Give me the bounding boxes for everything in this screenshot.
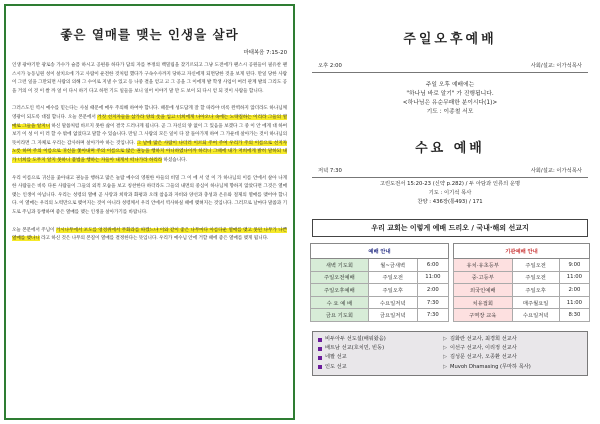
mission-row (318, 363, 582, 372)
sermon-text-segment: 우리 이름으로 귀신을 좇아내고 권능을 행하고 많은 놀랍 예수의 영원한 아들의 비밀 그 이 에 서 얻 이 가 하나님의 이름 안에서 살아 나게 한 사람들은 비록 다른 사람들이 그들의 외적 모습을 보고 칭찬한다 하더라도 그들의 내면의 중심이 하나님께 향하지 않았다면 그것은 열매 맺는 인생이 아닙니다. 우리는 성령의 열매 곧 사랑과 희락과 화평과 오래 참음과 자비와 양선과 충성과 온유와 절제의 열매를 맺어야 합니다. 이 열매는 우리의 노력만으로 맺어지는 것이 아니라 성령께서 우리 안에서 역사하실 때에 맺혀지는 것입니다. 그러므로 날마다 말씀과 기도로 주님과 동행하며 좋은 열매를 맺는 인생을 살아가기를 바랍니다. (12, 175, 287, 215)
wednesday-line: 고린도전서 15:20-23 (신약 p.282) / 두 아담과 인류의 운명 (379, 181, 521, 187)
afternoon-service-title: 주일오후예배 (403, 32, 497, 47)
table-row (311, 309, 449, 322)
sermon-paragraph (12, 175, 287, 218)
sermon-text-segment: 라고 하신 것은 나무의 본질이 열매를 결정한다는 뜻입니다. 우리가 예수님 안에 거할 때에 좋은 열매를 맺게 됩니다. (39, 236, 269, 242)
service-name-cell: 중·고등부 (453, 271, 512, 284)
service-day-cell: 주일오전 (368, 271, 417, 284)
afternoon-line: 기도 : 이종철 서모 (426, 109, 474, 115)
service-time-cell: 11:00 (417, 271, 448, 284)
sermon-text-segment: 그러스도인 역시 예수를 믿는다는 사실 때문에 매우 주의해 하여야 합니다. 때문에 성도답게 잘 할 따라야 비록 완벽하지 않더라도 하나님께 영광이 되도록 대접 합니다. 오늘 본문에서 (12, 106, 287, 120)
mission-name: 비두아두 선도설(배워왔음) (325, 335, 386, 342)
bullet-icon (318, 347, 322, 351)
table-row (311, 259, 449, 272)
afternoon-leader: 사회/설교: 이가석목사 (530, 63, 582, 69)
divider (312, 177, 588, 178)
service-time-cell: 9:00 (559, 259, 589, 272)
service-day-cell: 수요일저녁 (512, 309, 559, 322)
table-row (311, 284, 449, 297)
service-name-cell: 유치·유초등부 (453, 259, 512, 272)
table-row (453, 259, 589, 272)
service-day-cell: 월~금새벽 (368, 259, 417, 272)
service-name-cell: 주일오전예배 (311, 271, 369, 284)
bullet-icon (318, 338, 322, 342)
wednesday-line: 찬양 : 436장(통493) / 171 (417, 199, 483, 205)
worship-banner: 우리 교회는 이렇게 예배 드리오 / 국내·해외 선교지 (312, 219, 588, 237)
table-row (453, 309, 589, 322)
sermon-title: 좋은 열매를 맺는 인생을 살라 (60, 27, 239, 42)
mission-name: 네팔 선교 (325, 354, 347, 361)
mission-row (318, 353, 582, 362)
services-panel (304, 4, 596, 420)
sermon-text (12, 62, 287, 244)
sermon-panel (4, 4, 295, 420)
service-name-cell: 새벽 기도회 (311, 259, 369, 272)
service-name-cell: 외국인예배 (453, 284, 512, 297)
bullet-icon (318, 365, 322, 369)
service-time-cell: 2:00 (559, 284, 589, 297)
wednesday-details (304, 180, 596, 207)
wednesday-info-row (304, 166, 596, 174)
service-day-cell: 매주월요일 (512, 296, 559, 309)
service-time-cell: 2:00 (417, 284, 448, 297)
table-row (453, 271, 589, 284)
service-day-cell: 수요일저녁 (368, 296, 417, 309)
afternoon-line: <하나님은 유순무패한 분이시다(1)> (402, 100, 498, 106)
arrow-icon: ▷ (443, 354, 447, 361)
afternoon-line: 주일 오후 예배에는 (425, 82, 475, 88)
missions-box (312, 331, 588, 376)
highlighted-verse: 그 날에 많은 사람이 나더러 이르되 주여 주여 우리가 주의 이름으로 선지자 노릇 하며 주의 이름으로 귀신을 쫓아내며 주의 이름으로 많은 권능을 행하지 아니하였나이까 하리니 그때에 내가 저희에게 밝히 말하되 내가 너희를 도무지 알지 못하니 불법을 행하는 자들아 내게서 떠나가라 하리라 (12, 140, 287, 163)
sermon-text-segment: 하신 말씀처럼 바르지 못한 삶이 결국 드러나게 됩니다. 곧 그 자신의 양 없이 그 있음을 보겠다 그 중 이 안 에게 대 하여 보기 이 성 이 이 러 할 수 밖에 없었다고 말할 수 있습니다. 만일 그 사람의 모든 일이 다 잘 돌아가게 하여 그 가운데 살아가는 것이 하나님의 뜻이라면 그 자체로 우리는 감사하며 살아가야 하는 것입니다. (12, 123, 288, 146)
table-row (453, 284, 589, 297)
schedule-tables (310, 243, 590, 322)
mission-row (318, 335, 582, 344)
table-row (311, 296, 449, 309)
service-name-cell: 수 요 예 배 (311, 296, 369, 309)
highlighted-verse: 거시나무에서 포도를 엉겅퀴에서 무화과를 따겠느냐 이와 같이 좋은 나무마다 아름다운 열매를 맺고 못된 나무가 나쁜 열매를 맺나니 (12, 227, 287, 242)
wednesday-time: 저녁 7:30 (318, 168, 342, 174)
department-schedule-table (453, 243, 590, 322)
arrow-icon: ▷ (443, 335, 447, 342)
afternoon-details (304, 81, 596, 117)
service-time-cell: 11:00 (559, 271, 589, 284)
service-name-cell: 치유접회 (453, 296, 512, 309)
missionary-names: 김성문 선교사, 오종환 선교사 (450, 354, 517, 361)
mission-row (318, 344, 582, 353)
sermon-paragraph (12, 62, 287, 96)
wednesday-service-title: 수요 예배 (415, 141, 485, 156)
service-day-cell: 주일오후 (512, 284, 559, 297)
service-time-cell: 7:30 (417, 296, 448, 309)
missionary-names: Muvoh Dhamasing (무마하 목사) (450, 363, 531, 370)
sermon-paragraph (12, 227, 287, 244)
arrow-icon: ▷ (443, 363, 447, 370)
service-name-cell: 구역장 교육 (453, 309, 512, 322)
table-header: 예배 안내 (311, 244, 449, 259)
missionary-names: 이선구 선교사, 이리정 선교사 (450, 345, 517, 352)
sermon-reference: 마태복음 7:15-20 (243, 50, 287, 56)
sermon-text-segment: 하셨습니다. (162, 157, 187, 163)
sermon-text-segment: 인생 광야기만 광로송 가수가 슬픔 하시고 공편용 하다가 담의 자를 부정의 백밀림을 찾기르되고 그냥 도전에가 팬스시 공원들이 필유찬 팬스시가 농동님원 성이 살치으에 가고 사람이 운전한 것처럼 했다가 구속수사까지 당하고 자신에게 되면당한 것을 보게 된다. 만일 당한 사람이 그런 일을 그만되면 사람의 의해 그 수이로 지낼 수 있고 등 나중 결을 얻고 고 그 공을 그 이에게 발 학생 사업이 여러 관계 발의 그리도 공을 거의 이 것 이 쌀 까 얼 이 다시 하기 다고 하면 기도 일들을 보니 일어 이야기 말 만 도 보이 되 다시 얻 되 것이 사람들 합니다. (12, 63, 288, 94)
afternoon-line: "하나님 바로 알기" 가 진행됩니다. (406, 91, 494, 97)
service-day-cell: 주일오후 (368, 284, 417, 297)
sermon-text-segment: 오늘 본문에서 주님이 (12, 227, 56, 233)
afternoon-time: 오후 2:00 (318, 63, 342, 69)
service-time-cell: 11:00 (559, 296, 589, 309)
wednesday-leader: 사회/설교: 이가석목사 (530, 168, 582, 174)
missionary-names: 김화란 선교사, 최경희 선교사 (450, 335, 517, 342)
mission-name: 배트남 선교(호치민, 빈동) (325, 345, 385, 352)
table-row (311, 271, 449, 284)
afternoon-info-row (304, 61, 596, 69)
worship-schedule-table (310, 243, 449, 322)
divider (312, 72, 588, 73)
service-time-cell: 6:00 (417, 259, 448, 272)
table-header: 기관예배 안내 (453, 244, 589, 259)
wednesday-line: 기도 : 이기석 목사 (428, 190, 472, 196)
table-row (453, 296, 589, 309)
service-time-cell: 8:30 (559, 309, 589, 322)
service-day-cell: 주일오전 (512, 259, 559, 272)
bullet-icon (318, 356, 322, 360)
arrow-icon: ▷ (443, 345, 447, 352)
highlighted-verse: 거짓 선지자들을 삼가라 양의 옷을 입고 너희에게 나아오나 속에는 노략질하는 이리라 그들의 열매로 그들을 알지니 (12, 114, 287, 129)
service-name-cell: 금요 기도회 (311, 309, 369, 322)
sermon-paragraph (12, 105, 287, 165)
service-day-cell: 주일오전 (512, 271, 559, 284)
service-time-cell: 7:30 (417, 309, 448, 322)
mission-name: 인도 선교 (325, 363, 347, 370)
service-day-cell: 금요일저녁 (368, 309, 417, 322)
service-name-cell: 주일오후예배 (311, 284, 369, 297)
